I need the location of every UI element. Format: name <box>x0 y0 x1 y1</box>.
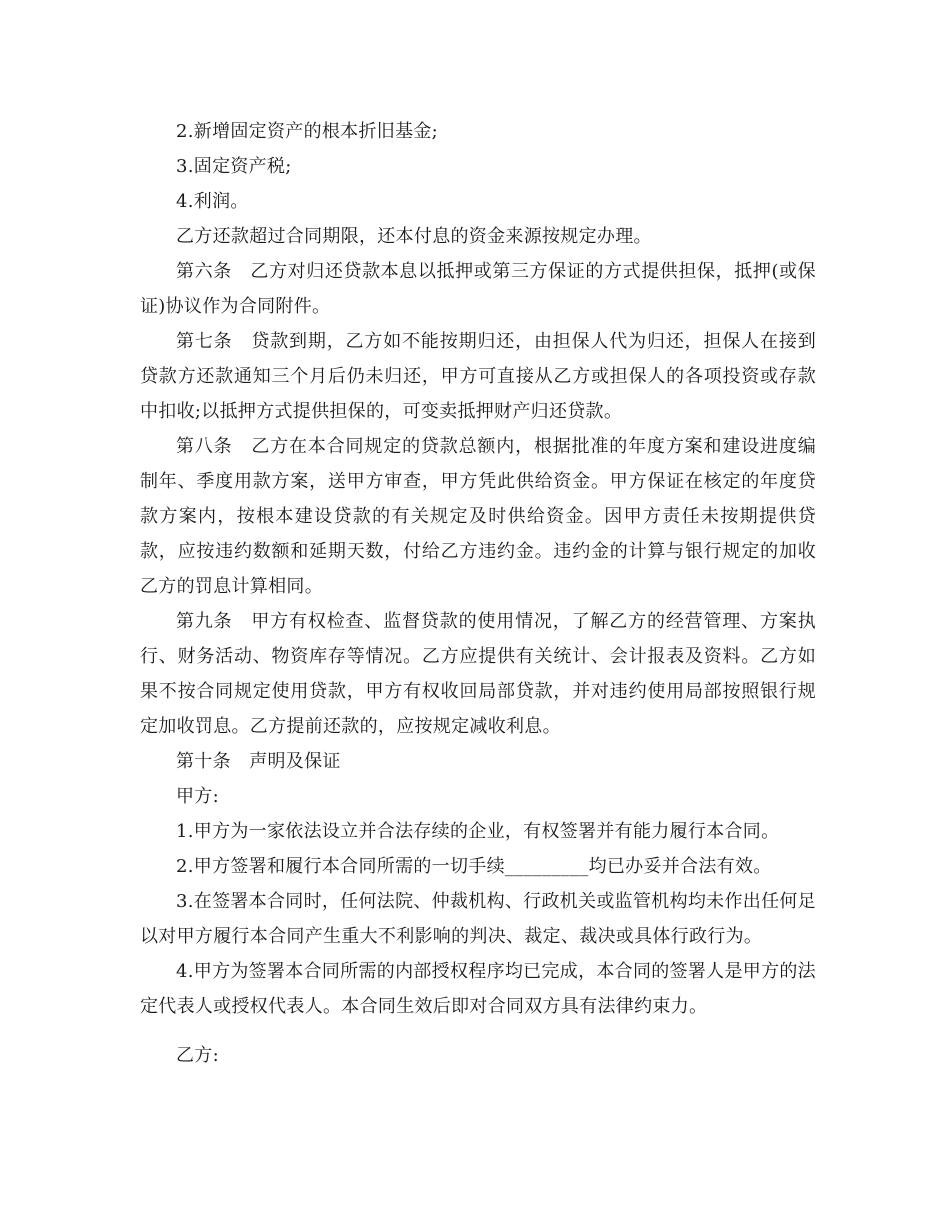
paragraph-item-4: 4.利润。 <box>176 191 249 212</box>
paragraph-article-7: 第七条 贷款到期，乙方如不能按期归还，由担保人代为归还，担保人在接到贷款方还款通知三个月后仍未归还，甲方可直接从乙方或担保人的各项投资或存款中扣收;以抵押方式提供担保的，可变卖抵押财产归还贷款。 <box>140 331 816 422</box>
paragraph-party-b-heading: 乙方: <box>176 1045 219 1066</box>
paragraph-party-a-item-4: 4.甲方为签署本合同所需的内部授权程序均已完成，本合同的签署人是甲方的法定代表人或授权代表人。本合同生效后即对合同双方具有法律约束力。 <box>140 961 816 1017</box>
paragraph-item-2: 2.新增固定资产的根本折旧基金; <box>176 121 439 142</box>
document-body <box>140 114 816 1073</box>
paragraph-party-a-item-1: 1.甲方为一家依法设立并合法存续的企业，有权签署并有能力履行本合同。 <box>176 821 780 842</box>
paragraph-article-9: 第九条 甲方有权检查、监督贷款的使用情况，了解乙方的经营管理、方案执行、财务活动、物资库存等情况。乙方应提供有关统计、会计报表及资料。乙方如果不按合同规定使用贷款，甲方有权收回局部贷款，并对违约使用局部按照银行规定加收罚息。乙方提前还款的，应按规定减收利息。 <box>140 611 816 737</box>
paragraph-repayment-source: 乙方还款超过合同期限，还本付息的资金来源按规定办理。 <box>176 226 652 247</box>
paragraph-article-10-heading: 第十条 声明及保证 <box>176 751 341 772</box>
paragraph-item-3: 3.固定资产税; <box>176 156 292 177</box>
paragraph-party-a-item-3: 3.在签署本合同时，任何法院、仲裁机构、行政机关或监管机构均未作出任何足以对甲方履行本合同产生重大不利影响的判决、裁定、裁决或具体行政行为。 <box>140 891 816 947</box>
paragraph-party-a-heading: 甲方: <box>176 786 219 807</box>
paragraph-article-8: 第八条 乙方在本合同规定的贷款总额内，根据批准的年度方案和建设进度编制年、季度用款方案，送甲方审查，甲方凭此供给资金。甲方保证在核定的年度贷款方案内，按根本建设贷款的有关规定及时供给资金。因甲方责任未按期提供贷款，应按违约数额和延期天数，付给乙方违约金。违约金的计算与银行规定的加收乙方的罚息计算相同。 <box>140 436 816 597</box>
paragraph-party-a-item-2: 2.甲方签署和履行本合同所需的一切手续_________均已办妥并合法有效。 <box>176 856 772 877</box>
paragraph-article-6: 第六条 乙方对归还贷款本息以抵押或第三方保证的方式提供担保，抵押(或保证)协议作为合同附件。 <box>140 261 816 317</box>
